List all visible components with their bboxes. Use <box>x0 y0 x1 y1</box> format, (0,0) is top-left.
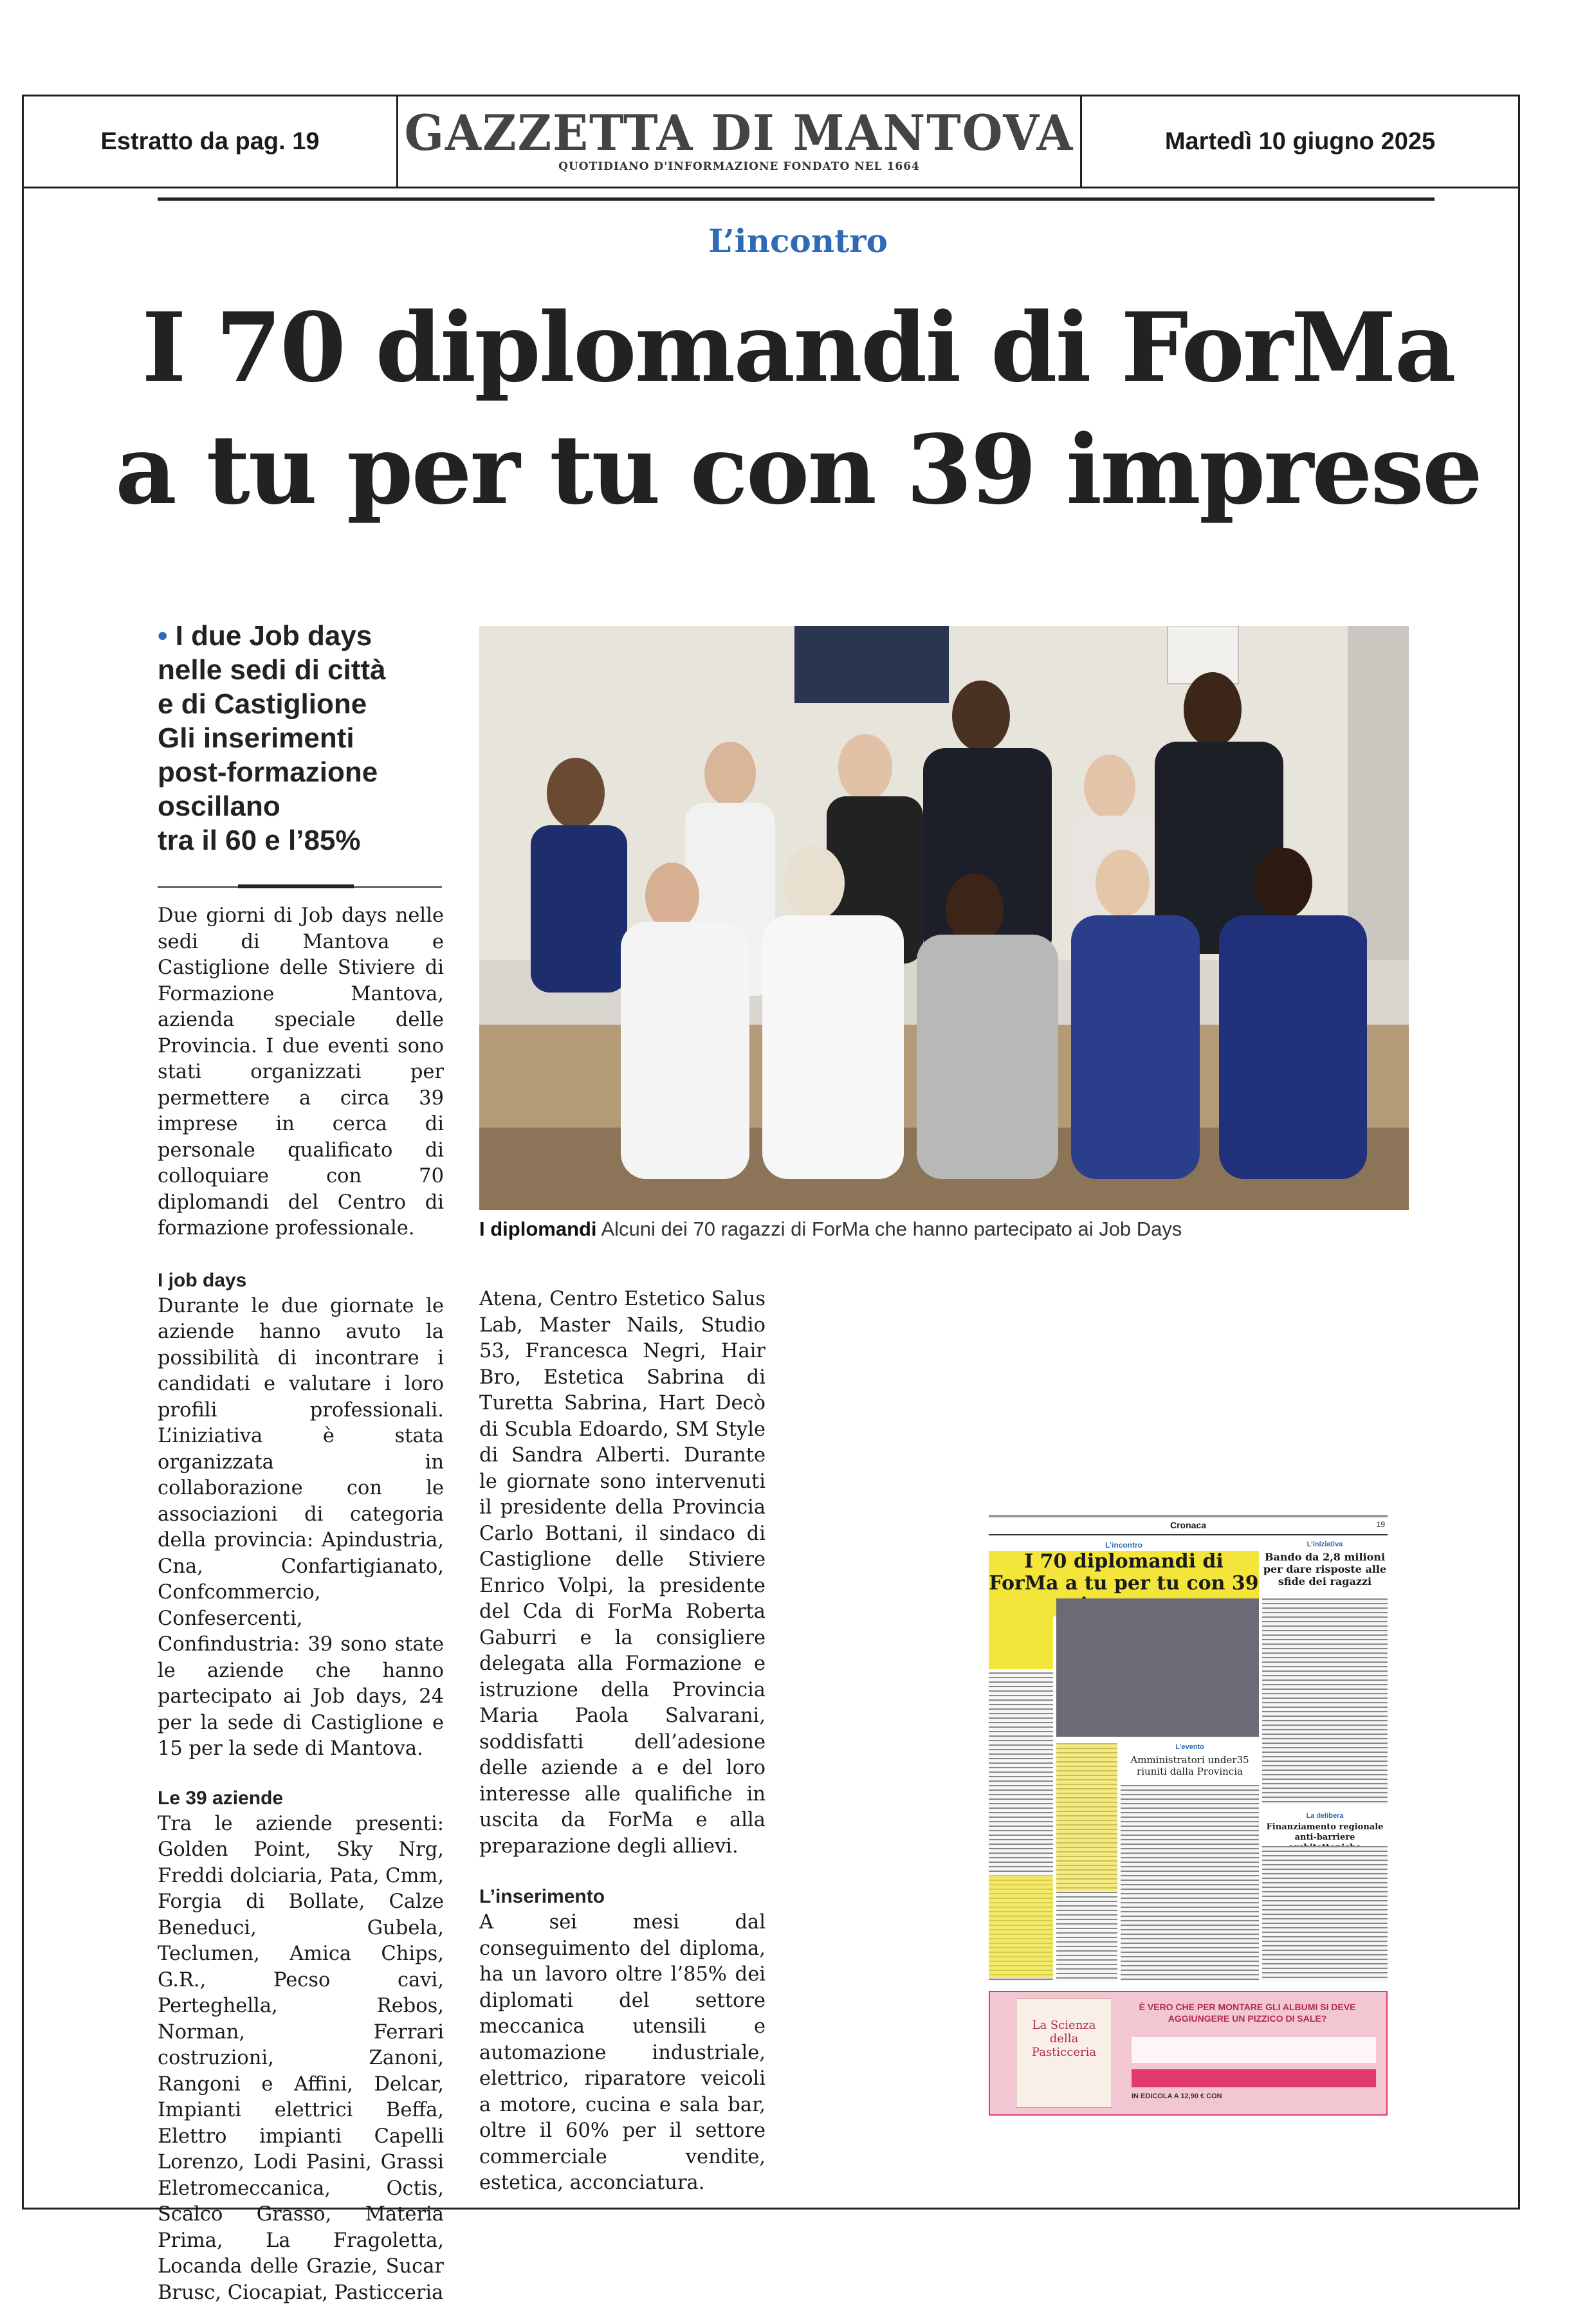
article-lead: Due giorni di Job days nelle sedi di Mantova e Castiglione delle Stiviere di Formazione Mantova, azienda speciale delle Provincia. I due eventi sono stati organizzati per permettere a circa 39 imprese in cerca di personale qualificato di colloquiare con 70 diplomandi del Centro di formazione professionale. <box>158 903 444 1242</box>
extract-label: Estratto da pag. 19 <box>24 96 398 187</box>
thumbnail-summary-block <box>989 1598 1053 1669</box>
thumbnail-right-headline: Finanziamento regionale anti-barriere <box>1262 1822 1388 1853</box>
article-column-1 <box>158 903 444 2306</box>
summary-line: nelle sedi di città <box>158 653 441 687</box>
summary-line: e di Castiglione <box>158 687 441 721</box>
section-text-job-days: Durante le due giornate le aziende hanno avuto la possibilità di incontrare i candidati e valutare i loro profili professionali. L’iniziativa è stata organizzata in collaborazione con le associazioni di categoria della provincia: Apindustria, Cna, Confartigianato, Confcommercio, Confesercenti, Confindustria: 39 sono state le aziende che hanno partecipato ai Job days, 24 per la sede di Castiglione e 15 per la sede di Mantova. <box>158 1294 444 1762</box>
section-text-aziende: Tra le aziende presenti: Golden Point, Sky Nrg, Freddi dolciaria, Pata, Cmm, Forgia di Bollate, Calze Beneduci, Gubela, Teclumen, Amica Chips, G.R., Pecso cavi, Perteghella, Rebos, Norman, Ferrari costruzioni, Zanoni, Rangoni e Affini, Delcar, Impianti elettrici Beffa, Elettro impianti Capelli Lorenzo, Lodi Pasini, Grassi Eletromeccanica, Octis, Scalco Grasso, Materia Prima, La Fragoletta, Locanda delle Grazie, Sucar Brusc, Ciocapiat, Pasticceria <box>158 1811 444 2306</box>
article-photo <box>479 626 1409 1210</box>
masthead-block <box>398 96 1082 187</box>
thumbnail-side-headline: Bando da 2,8 milioni per dare risposte alle sfide dei ragazzi <box>1262 1551 1388 1588</box>
article-headline <box>0 286 1596 531</box>
thumbnail-page-number: 19 <box>1377 1520 1385 1529</box>
summary-divider-accent <box>238 884 354 888</box>
thumbnail-photo <box>1056 1598 1259 1737</box>
issue-date: Martedì 10 giugno 2025 <box>1082 96 1518 187</box>
thumbnail-kicker: L’incontro <box>989 1541 1259 1550</box>
article-summary <box>158 619 441 857</box>
thumbnail-highlight-2 <box>1056 1743 1117 1891</box>
summary-line: Gli inserimenti <box>158 721 441 755</box>
thumbnail-highlight <box>989 1875 1053 1978</box>
ad-footer: IN EDICOLA A 12,90 € CON <box>1132 2092 1222 2100</box>
section-title-job-days: I job days <box>158 1268 444 1294</box>
caption-text: Alcuni dei 70 ragazzi di ForMa che hanno partecipato ai Job Days <box>597 1218 1182 1240</box>
column-2-text: Atena, Centro Estetico Salus Lab, Master Nails, Studio 53, Francesca Negri, Hair Bro, Estetica Sabrina di Turetta Sabrina, Hart Decò di Scubla Edoardo, SM Style di Sandra Alberti. Durante le giornate sono intervenuti il presidente della Provincia Carlo Bottani, il sindaco di Castiglione delle Stiviere Enrico Volpi, la presidente del Cda di ForMa Roberta Gaburri e la consigliere delegata alla Formazione e istruzione della Provincia Maria Paola Salvarani, soddisfatti dell’adesione delle aziende a e del loro interesse alle qualifiche in uscita da ForMa e alla preparazione degli allievi. <box>479 1286 766 1860</box>
bullet-icon: • <box>158 620 167 652</box>
caption-bold: I diplomandi <box>479 1218 597 1240</box>
ad-book-cover: La Scienza della Pasticceria <box>1016 1999 1112 2108</box>
page-header <box>22 95 1520 188</box>
thumbnail-side-kicker: L’iniziativa <box>1262 1541 1388 1548</box>
ad-headline: È VERO CHE PER MONTARE GLI ALBUMI SI DEVE AGGIUNGERE UN PIZZICO DI SALE? <box>1119 2001 1376 2024</box>
page-thumbnail <box>989 1515 1388 2116</box>
thumbnail-mid-headline: Amministratori under35 riuniti dalla Provincia <box>1121 1754 1259 1777</box>
section-text-inserimento: A sei mesi dal conseguimento del diploma, ha un lavoro oltre l’85% dei diplomati del settore meccanica utensili e automazione industriale, elettrico, riparatore veicoli a motore, cucina e sala bar, oltre il 60% per il settore commerciale vendite, estetica, acconciatura. <box>479 1910 766 2197</box>
article-column-2 <box>479 1286 766 2197</box>
article-top-rule <box>158 197 1435 201</box>
summary-line: oscillano <box>158 789 441 823</box>
thumbnail-section: Cronaca <box>989 1520 1388 1535</box>
article-kicker: L’incontro <box>0 222 1596 260</box>
thumbnail-headline: I 70 diplomandi di ForMa a tu per tu con 39 <box>989 1551 1259 1616</box>
ad-image-strip <box>1132 2037 1376 2063</box>
summary-line: post-formazione <box>158 755 441 789</box>
masthead-subtitle: QUOTIDIANO D'INFORMAZIONE FONDATO NEL 1664 <box>558 160 920 173</box>
ad-info-band <box>1132 2069 1376 2087</box>
thumbnail-side-text <box>1262 1598 1388 1804</box>
headline-line-2: a tu per tu con 39 imprese <box>0 408 1596 531</box>
summary-line: tra il 60 e l’85% <box>158 823 441 857</box>
thumbnail-mid-kicker: L’evento <box>1121 1743 1259 1751</box>
thumbnail-right-text <box>1262 1846 1388 1981</box>
thumbnail-right-kicker: La delibera <box>1262 1812 1388 1820</box>
thumbnail-ad <box>989 1991 1388 2116</box>
summary-line: I due Job days <box>176 620 372 652</box>
thumbnail-mid-text <box>1121 1785 1259 1981</box>
masthead: GAZZETTA DI MANTOVA <box>405 109 1074 158</box>
photo-caption <box>479 1218 1182 1241</box>
section-title-inserimento: L’inserimento <box>479 1884 766 1910</box>
section-title-aziende: Le 39 aziende <box>158 1786 444 1811</box>
headline-line-1: I 70 diplomandi di ForMa <box>0 286 1596 408</box>
